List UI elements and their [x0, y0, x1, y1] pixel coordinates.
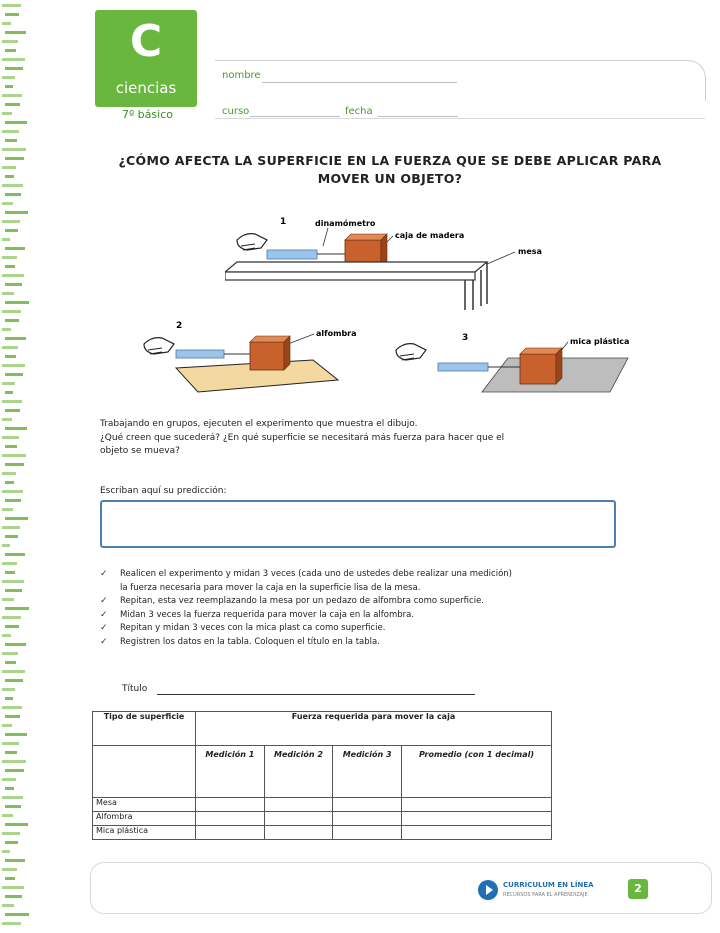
dynamometer-label: dinamómetro	[315, 219, 376, 228]
strip-mark	[2, 94, 22, 97]
page-number: 2	[628, 879, 648, 899]
strip-mark	[2, 112, 12, 115]
strip-mark	[2, 634, 11, 637]
instruction-item: ✓ Midan 3 veces la fuerza requerida para mover la caja en la alfombra.	[100, 609, 620, 623]
footer-frame	[90, 862, 712, 914]
checkmark-icon: ✓	[100, 636, 108, 647]
header-force: Fuerza requerida para mover la caja	[196, 712, 552, 746]
strip-mark	[5, 895, 22, 898]
strip-mark	[5, 661, 16, 664]
strip-mark	[5, 481, 14, 484]
instruction-item: ✓ Registren los datos en la tabla. Coloquen el título en la tabla.	[100, 636, 620, 650]
prediction-label: Escriban aquí su predicción:	[100, 486, 227, 496]
strip-mark	[2, 22, 11, 25]
strip-mark	[5, 751, 17, 754]
strip-mark	[5, 877, 15, 880]
strip-mark	[2, 832, 20, 835]
wooden-box-icon	[250, 336, 290, 370]
instruction-item: ✓ Repitan, esta vez reemplazando la mesa por un pedazo de alfombra como superficie.	[100, 595, 620, 609]
strip-mark	[5, 535, 18, 538]
strip-mark	[5, 229, 18, 232]
strip-mark	[5, 517, 28, 520]
dynamometer-icon	[267, 250, 317, 259]
strip-mark	[5, 265, 15, 268]
strip-mark	[5, 121, 27, 124]
strip-mark	[5, 301, 29, 304]
strip-mark	[2, 868, 17, 871]
strip-mark	[5, 103, 20, 106]
strip-mark	[2, 346, 18, 349]
table-cell[interactable]	[264, 826, 333, 840]
strip-mark	[5, 823, 28, 826]
strip-mark	[5, 841, 18, 844]
table-surface-icon	[225, 262, 487, 310]
table-cell[interactable]	[264, 798, 333, 812]
strip-mark	[2, 184, 23, 187]
strip-mark	[2, 4, 21, 7]
intro-line-1: Trabajando en grupos, ejecuten el experimento que muestra el dibujo.	[100, 419, 418, 429]
instruction-item: ✓ Repitan y midan 3 veces con la mica plast ca como superficie.	[100, 622, 620, 636]
table-title-field[interactable]	[157, 694, 475, 695]
plastic-sheet-label: mica plástica	[570, 337, 630, 346]
page-title	[95, 152, 685, 188]
data-table	[92, 711, 552, 840]
strip-mark	[5, 427, 27, 430]
strip-mark	[2, 400, 22, 403]
strip-mark	[2, 76, 15, 79]
strip-mark	[5, 607, 29, 610]
strip-mark	[2, 904, 14, 907]
strip-mark	[5, 805, 21, 808]
strip-mark	[5, 589, 22, 592]
left-decorative-strip	[0, 0, 34, 933]
strip-mark	[2, 652, 18, 655]
strip-mark	[2, 220, 20, 223]
header-divider	[215, 118, 705, 119]
strip-mark	[5, 463, 24, 466]
table-title-label: Título	[122, 684, 148, 694]
strip-mark	[2, 202, 13, 205]
header-measure-1: Medición 1	[196, 746, 265, 798]
strip-mark	[2, 544, 10, 547]
table-cell[interactable]	[196, 798, 265, 812]
strip-mark	[2, 130, 19, 133]
strip-mark	[5, 13, 19, 16]
strip-mark	[2, 490, 23, 493]
header-average: Promedio (con 1 decimal)	[401, 746, 551, 798]
strip-mark	[2, 508, 13, 511]
strip-mark	[2, 454, 26, 457]
table-label: mesa	[518, 247, 542, 256]
table-cell[interactable]	[333, 812, 402, 826]
strip-mark	[2, 166, 16, 169]
strip-mark	[2, 328, 11, 331]
strip-mark	[5, 247, 25, 250]
strip-mark	[5, 373, 23, 376]
strip-mark	[5, 85, 13, 88]
table-cell[interactable]	[401, 826, 551, 840]
logo-subtext: RECURSOS PARA EL APRENDIZAJE	[503, 892, 588, 898]
strip-mark	[2, 274, 24, 277]
table-cell[interactable]	[196, 812, 265, 826]
instruction-item: ✓ Realicen el experimento y midan 3 veces (cada uno de ustedes debe realizar una medición)	[100, 568, 620, 582]
strip-mark	[2, 40, 18, 43]
strip-mark	[2, 598, 14, 601]
strip-mark	[5, 571, 15, 574]
header-measure-2: Medición 2	[264, 746, 333, 798]
date-field[interactable]	[378, 116, 458, 117]
strip-mark	[5, 679, 23, 682]
strip-mark	[2, 886, 24, 889]
course-label: curso	[222, 106, 250, 117]
subject-letter: C	[129, 16, 163, 67]
strip-mark	[5, 553, 25, 556]
strip-mark	[2, 742, 19, 745]
strip-mark	[2, 436, 19, 439]
strip-mark	[2, 562, 17, 565]
experiment-figure-2	[138, 318, 368, 400]
table-cell[interactable]	[264, 812, 333, 826]
instruction-list	[100, 568, 620, 649]
strip-mark	[2, 472, 16, 475]
panel-3-number: 3	[462, 333, 469, 343]
strip-mark	[5, 31, 26, 34]
strip-mark	[2, 310, 21, 313]
strip-mark	[2, 616, 21, 619]
strip-mark	[2, 58, 25, 61]
strip-mark	[5, 769, 24, 772]
checkmark-icon: ✓	[100, 596, 108, 606]
strip-mark	[5, 733, 27, 736]
intro-text	[100, 418, 620, 459]
strip-mark	[5, 193, 21, 196]
wooden-box-label: caja de madera	[395, 231, 465, 240]
strip-mark	[2, 292, 14, 295]
panel-1-number: 1	[280, 217, 287, 227]
strip-mark	[5, 859, 25, 862]
hand-icon	[144, 338, 174, 354]
subject-name: ciencias	[115, 79, 177, 97]
panel-2-number: 2	[176, 321, 183, 331]
table-cell[interactable]	[401, 798, 551, 812]
strip-mark	[2, 778, 16, 781]
date-label: fecha	[345, 106, 373, 117]
strip-mark	[2, 256, 17, 259]
table-cell[interactable]	[196, 826, 265, 840]
strip-mark	[2, 580, 24, 583]
strip-mark	[5, 157, 24, 160]
strip-mark	[5, 319, 19, 322]
dynamometer-icon	[438, 363, 488, 371]
table-cell[interactable]	[333, 826, 402, 840]
strip-mark	[5, 445, 17, 448]
strip-mark	[5, 499, 21, 502]
strip-mark	[2, 418, 12, 421]
strip-mark	[5, 337, 26, 340]
checkmark-icon: ✓	[100, 569, 108, 579]
strip-mark	[5, 391, 13, 394]
strip-mark	[2, 526, 20, 529]
course-field[interactable]	[250, 116, 340, 117]
subject-badge	[95, 10, 197, 107]
strip-mark	[2, 814, 13, 817]
strip-mark	[2, 760, 26, 763]
dynamometer-icon	[176, 350, 224, 358]
header-frame	[215, 60, 706, 101]
strip-mark	[2, 688, 15, 691]
instruction-item-continuation: la fuerza necesaria para mover la caja en la superficie lisa de la mesa.	[120, 582, 421, 593]
strip-mark	[2, 796, 23, 799]
strip-mark	[5, 67, 23, 70]
experiment-figure-1	[225, 210, 555, 315]
strip-mark	[5, 643, 26, 646]
intro-line-3: objeto se mueva?	[100, 446, 180, 456]
strip-mark	[5, 787, 14, 790]
checkmark-icon: ✓	[100, 609, 108, 620]
intro-line-2: ¿Qué creen que sucederá? ¿En qué superficie se necesitará más fuerza para hacer que el	[100, 432, 505, 443]
experiment-figure-3	[392, 328, 632, 398]
table-cell[interactable]	[401, 812, 551, 826]
strip-mark	[5, 211, 28, 214]
strip-mark	[2, 364, 25, 367]
strip-mark	[5, 409, 20, 412]
strip-mark	[5, 715, 20, 718]
strip-mark	[5, 175, 14, 178]
row-label-mesa: Mesa	[93, 798, 196, 812]
strip-mark	[2, 724, 12, 727]
strip-mark	[2, 382, 15, 385]
strip-mark	[5, 139, 17, 142]
strip-mark	[2, 922, 21, 925]
strip-mark	[5, 625, 19, 628]
strip-mark	[2, 670, 25, 673]
checkmark-icon: ✓	[100, 623, 108, 633]
logo-text: CURRÍCULUM EN LÍNEA	[503, 881, 594, 889]
hand-icon	[237, 234, 267, 250]
row-label-mica: Mica plástica	[93, 826, 196, 840]
title-line-1: ¿CÓMO AFECTA LA SUPERFICIE EN LA FUERZA QUE SE DEBE APLICAR PARA	[118, 153, 662, 168]
strip-mark	[2, 238, 10, 241]
hand-icon	[396, 344, 426, 360]
strip-mark	[5, 283, 22, 286]
header-surface-type: Tipo de superficie	[93, 712, 196, 746]
header-blank	[93, 746, 196, 798]
row-label-alfombra: Alfombra	[93, 812, 196, 826]
strip-mark	[2, 148, 26, 151]
strip-mark	[5, 355, 16, 358]
name-label: nombre	[222, 70, 261, 81]
strip-mark	[5, 697, 13, 700]
strip-mark	[2, 706, 22, 709]
play-logo-icon	[478, 880, 498, 900]
grade-label: 7º básico	[122, 108, 173, 121]
strip-mark	[5, 49, 16, 52]
strip-mark	[2, 850, 10, 853]
name-field[interactable]	[262, 82, 457, 83]
table-cell[interactable]	[333, 798, 402, 812]
prediction-input[interactable]	[100, 500, 616, 548]
header-measure-3: Medición 3	[333, 746, 402, 798]
carpet-label: alfombra	[316, 329, 357, 338]
wooden-box-icon	[520, 348, 562, 384]
strip-mark	[5, 913, 29, 916]
title-line-2: MOVER UN OBJETO?	[317, 171, 463, 186]
